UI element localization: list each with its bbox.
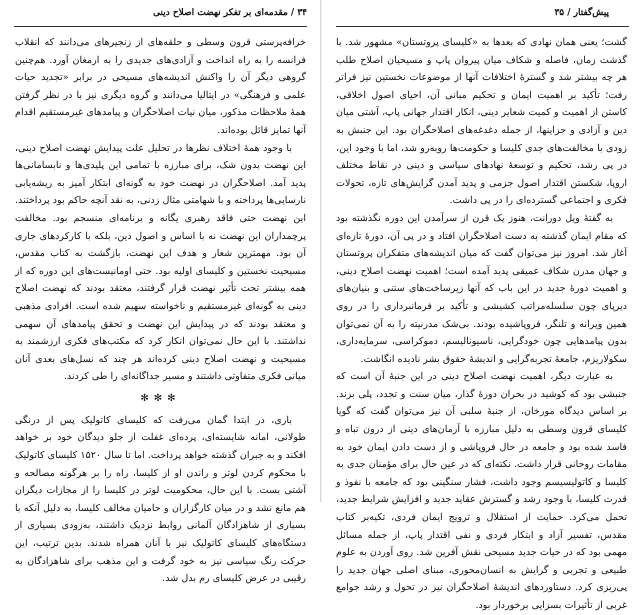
body-paragraph: باری، در ابتدا گمان می‌رفت که کلیسای کاتولیک پس از درنگی طولانی، امانه شایسته‌ای، پرده‌ای غفلت از جلو دیدگان خود بر خواهد افکند و به جبران گذشته خواهد پرداخت. اما تا سال ۱۵۲۰ کلیسای کاتولیک با محکوم کردن لوتر و راندن او از کلیسا، راه را بر هرگونه مصالحه و آشتی بست. با این حال، محکومیت لوتر در کلیسا را از مجازات دیگران هم مانع نشد و در میان کارگزاران و حامیان مخالف کلیسا، به دلیل آنکه با بسیاری از شاهزادگان آلمانی روابط نزدیک داشتند، به‌زودی بسیاری از دستگاه‌های کلیسای کاتولیک نیز با آنان همراه شدند. بدین ترتیب، این حرکت رنگ سیاسی نیز به خود گرفت و این مذهب برای شاهزادگان به رقیبی در عرض کلیسای رم بدل شد. <box>15 414 307 585</box>
header-rule <box>14 26 307 27</box>
body-paragraph: با وجود همهٔ اختلاف نظرها در تحلیل علت پیدایش نهضت اصلاح دینی، این نهضت بدون شک، برای مبارزه با تمامی این پلیدی‌ها و نابسامانی‌ها پدید آمد. اصلاحگران در نهضت خود به گونه‌ای ابتکار آمیز به ریشه‌یابی نارسایی‌ها پرداخته و با شهامتی مثال زدنی، به نقد آنچه حاکم بود پرداختند. این نهضت حتی فاقد رهبری یگانه و برنامه‌ای منسجم بود. مخالفت پرچمداران این نهضت نه با اساس و اصول دین، بلکه با کارکردهای جاری آن بود. مهمترین شعار و هدف این نهضت، بازگشت به کتاب مقدس، مسیحیت نخستین و کلیسای اولیه بود. حتی اومانیست‌های این دوره که از همه بیشتر تحت تأثیر نهضت قرار گرفتند، معتقد بودند که نهضت اصلاح دینی به گونه‌ای غیرمستقیم و ناخواسته سهیم شده است. افرادی مذهبی و معتقد بودند که در پیدایش این نهضت و تحقق پیامدهای آن سهمی نداشتند. با این حال نمی‌توان انکار کرد که مکتب‌های فکری ارزشمند به مسیحیت و نهضت اصلاح دینی کرده‌اند هر چند که نسل‌های بعدی آنان میانی فکری متفاوتی داشتند و مسیر جداگانه‌ای را طی کردند. <box>15 142 306 383</box>
header-rule <box>336 26 629 27</box>
right-page <box>322 0 643 611</box>
page-body <box>336 34 627 611</box>
section-separator: ✻✻✻ <box>140 392 181 404</box>
body-paragraph: گشت؛ یعنی همان نهادی که بعدها به «کلیسای پروتستان» مشهور شد. با گذشت زمان، فاصله و شکاف میان پیروان پاپ و مسیحیان اصلاح طلب هر چه بیشتر شد و گسترهٔ اختلافات آنها از موضوعات نخستین نیز فراتر رفت؛ تأکید بر اهمیت ایمان و تحکیم مبانی آن، احیای اصول اخلاقی، کاستن از اهمیت و کمیت شعایر دینی، انکار اقتدار جهانی پاپ، آشتی میان دین و آزادی و جزاینها، از جمله دغدغه‌های اصلاحگران بود. این جنبش به زودی با مخالفت‌های جدی کلیسا و حکومت‌ها روبه‌رو شد، اما با وجود این، در پی رشد، تحکیم و توسعهٔ نهادهای سیاسی و دینی در نقاط مختلف اروپا، شکستن اقتدار اصول جزمی و پدید آمدن گرایش‌های تازه، تحولات فکری و اجتماعی گسترده‌ای را در پی داشت. <box>336 37 627 207</box>
left-page <box>0 0 321 585</box>
body-paragraph: به گفتهٔ ویل دورانت، هنوز یک قرن از سرآمدن این دوره نگذشته بود که مقام ایمان گذشته به دست اصلاحگران افتاد و در پی آن، دورهٔ تازه‌ای آغاز شد. امروز نیز می‌توان گفت که میان اندیشه‌های متفکران پروتستان و جهان مدرن شکاف عمیقی پدید آمده است؛ اهمیت نهضت اصلاح دینی، و اهمیت دورهٔ جدید در این باب که آنها زیرساخت‌های ستنی و بنیان‌های دیرپای چون سلسله‌مراتب کشیشی و تأکید بر فرمانبرداری را در روی همین ویرانه و تلنگر، فروپاشیده بودند. بی‌شک مدرنیته را به آن نمی‌توان بدون پیامدهایی چون خودگرایی، ناسیونالیسم، دموکراسی، سرمایه‌داری، سکولاریزم، جامعهٔ تجربه‌گرایی و اندیشهٔ حقوق بشر نادیده انگاشت. <box>336 212 627 365</box>
body-paragraph: خرافه‌پرستی قرون وسطی و حلقه‌های از زنجیرهای می‌دانند که انقلاب فرانسه را به راه انداخت و آزادی‌های جدیدی را به ارمغان آورد. هم‌چنین گروهی دیگر آن را واکنش اندیشه‌های مسیحی در برابر «تجدید حیات علمی و فرهنگی» در ایتالیا می‌دانند و گروه دیگری نیز با در نظر گرفتن همهٔ ملاحظات مذکور، میان نیات اصلاحگران و پیامدهای غیرمستقیم اقدام آنها تمایز قائل بوده‌اند. <box>15 37 306 136</box>
body-paragraph: به عبارت دیگر، اهمیت نهضت اصلاح دینی در این جنبهٔ آن است که جنبشی بود که کوشید در بحران دورهٔ گذار، میان سنت و تجدد، پلی بزند. بر اساس دیدگاه مورخان، از جنبهٔ سلبی آن نیز می‌توان گفت که گویا کلیسای قرون وسطی به دلیل مبارزه با آرمان‌های دینی از درون تباه و فاسد شده بود و جامعه در حال فروپاشی و از دست دادن ایمان خود به مقامات روحانی قرار داشت. نکته‌ای که در عین حال برای مؤمنان جدی به کلیسا و کاتولیسیسم وجود داشت، فشار سنگینی بود که جامعه با نفوذ و قدرت کلیسا، با وجود رشد و گسترش عقاید جدید و افزایش شرایط جدید، تحمل می‌کرد. حمایت از استقلال و ترویج ایمان فردی، تکیه‌بر کتاب مقدس، تفسیر آزاد و ابتکار فردی و نفی اقتدار پاپ، از جمله مسائل مهمی بود که در حیات جدید مسیحی نقش آفرین شد. روی آوردن به علوم طبیعی و تجربی و گرایش به انسان‌محوری، مبنای اصلی جهان جدید را پی‌ریزی کرد. دستاوردهای اندیشهٔ اصلاحگران نیز در تحول و رشد جوامع غربی از تأثیرات بسزایی برخوردار بود. <box>336 371 627 611</box>
page-header: پیش‌گفتار / ۳۵ <box>554 8 609 18</box>
page-body <box>15 34 307 585</box>
page-header: ۳۴ / مقدمه‌ای بر تفکر نهضت اصلاح دینی <box>153 8 307 18</box>
